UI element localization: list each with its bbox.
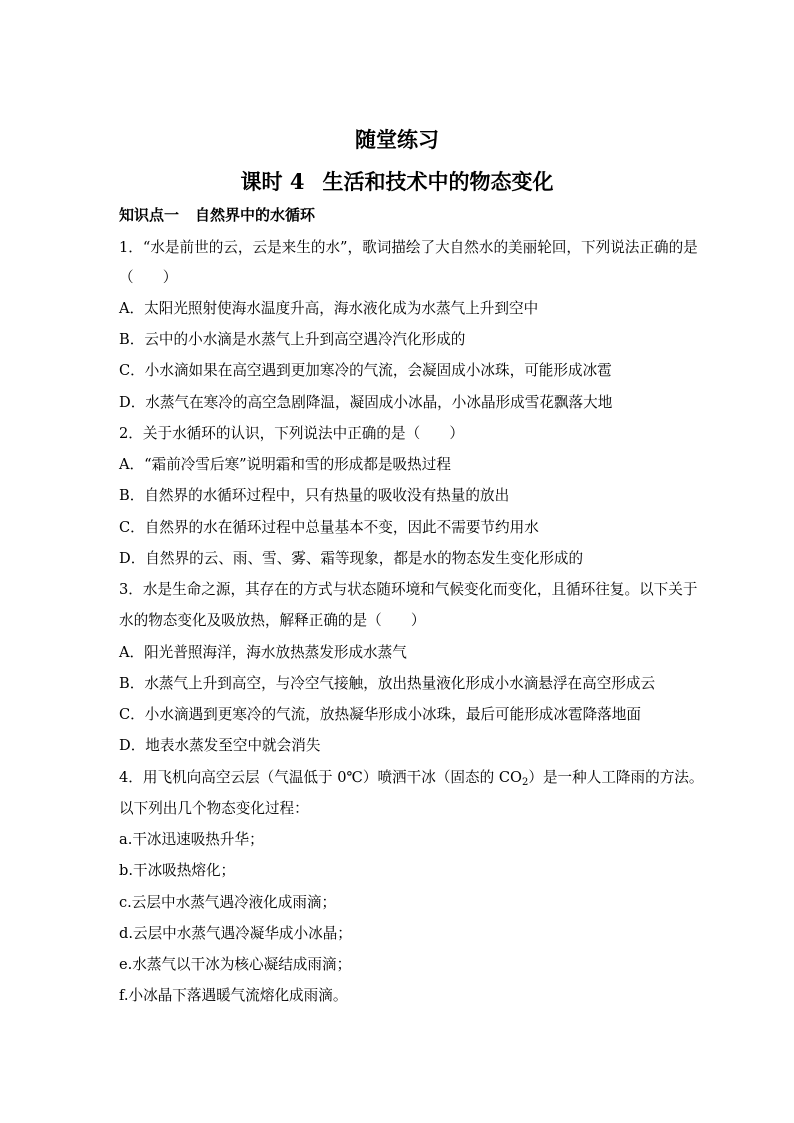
question-4-item-c: c.云层中水蒸气遇冷液化成雨滴；	[119, 894, 337, 911]
question-4-item-a: a.干冰迅速吸热升华；	[119, 831, 264, 848]
question-1-stem-line-2: （ ）	[119, 269, 178, 286]
question-3-option-c: C．小水滴遇到更寒冷的气流，放热凝华形成小冰珠，最后可能形成冰雹降落地面	[119, 706, 641, 723]
question-4-stem-before: 4．用飞机向高空云层（气温低于 0℃）喷洒干冰（固态的 CO	[119, 769, 522, 786]
question-4-stem-after: ）是一种人工降雨的方法。	[528, 769, 704, 786]
page-title: 随堂练习	[355, 127, 439, 152]
knowledge-point-heading	[119, 205, 315, 225]
lesson-prefix: 课时 4	[240, 169, 305, 194]
question-3-option-a: A．阳光普照海洋，海水放热蒸发形成水蒸气	[119, 644, 407, 661]
lesson-name: 生活和技术中的物态变化	[322, 169, 554, 194]
question-4-item-b: b.干冰吸热熔化；	[119, 862, 236, 879]
question-1-option-a: A．太阳光照射使海水温度升高，海水液化成为水蒸气上升到空中	[119, 300, 539, 317]
question-2-option-b: B．自然界的水循环过程中，只有热量的吸收没有热量的放出	[119, 487, 510, 504]
question-3-stem-line-1: 3．水是生命之源，其存在的方式与状态随环境和气候变化而变化，且循环往复。以下关于	[119, 581, 698, 598]
question-4-stem-line-1	[119, 768, 703, 788]
question-3-option-b: B．水蒸气上升到高空，与冷空气接触，放出热量液化形成小水滴悬浮在高空形成云	[119, 675, 656, 692]
question-2-option-a: A．“霜前冷雪后寒”说明霜和雪的形成都是吸热过程	[119, 456, 451, 473]
question-2-option-d: D．自然界的云、雨、雪、雾、霜等现象，都是水的物态发生变化形成的	[119, 550, 584, 567]
question-2-stem: 2．关于水循环的认识，下列说法中正确的是（ ）	[119, 425, 464, 442]
question-2-option-c: C．自然界的水在循环过程中总量基本不变，因此不需要节约用水	[119, 519, 539, 536]
question-1-stem-line-1: 1．“水是前世的云，云是来生的水”，歌词描绘了大自然水的美丽轮回，下列说法正确的是	[119, 239, 698, 256]
knowledge-point-title: 自然界中的水循环	[195, 206, 316, 224]
question-4-item-e: e.水蒸气以干冰为核心凝结成雨滴；	[119, 956, 352, 973]
question-3-option-d: D．地表水蒸发至空中就会消失	[119, 737, 321, 754]
question-4-item-f: f.小冰晶下落遇暖气流熔化成雨滴。	[119, 987, 348, 1004]
question-4-stem-line-2: 以下列出几个物态变化过程：	[119, 800, 309, 817]
question-1-option-c: C．小水滴如果在高空遇到更加寒冷的气流，会凝固成小冰珠，可能形成冰雹	[119, 362, 612, 379]
question-1-option-d: D．水蒸气在寒冷的高空急剧降温，凝固成小冰晶，小冰晶形成雪花飘落大地	[119, 394, 613, 411]
question-1-option-b: B．云中的小水滴是水蒸气上升到高空遇冷汽化形成的	[119, 331, 466, 348]
knowledge-point-label: 知识点一	[119, 206, 180, 224]
lesson-title	[0, 166, 794, 196]
question-3-stem-line-2: 水的物态变化及吸放热，解释正确的是（ ）	[119, 612, 426, 629]
question-4-subscript: 2	[521, 777, 529, 788]
question-4-item-d: d.云层中水蒸气遇冷凝华成小冰晶；	[119, 925, 352, 942]
